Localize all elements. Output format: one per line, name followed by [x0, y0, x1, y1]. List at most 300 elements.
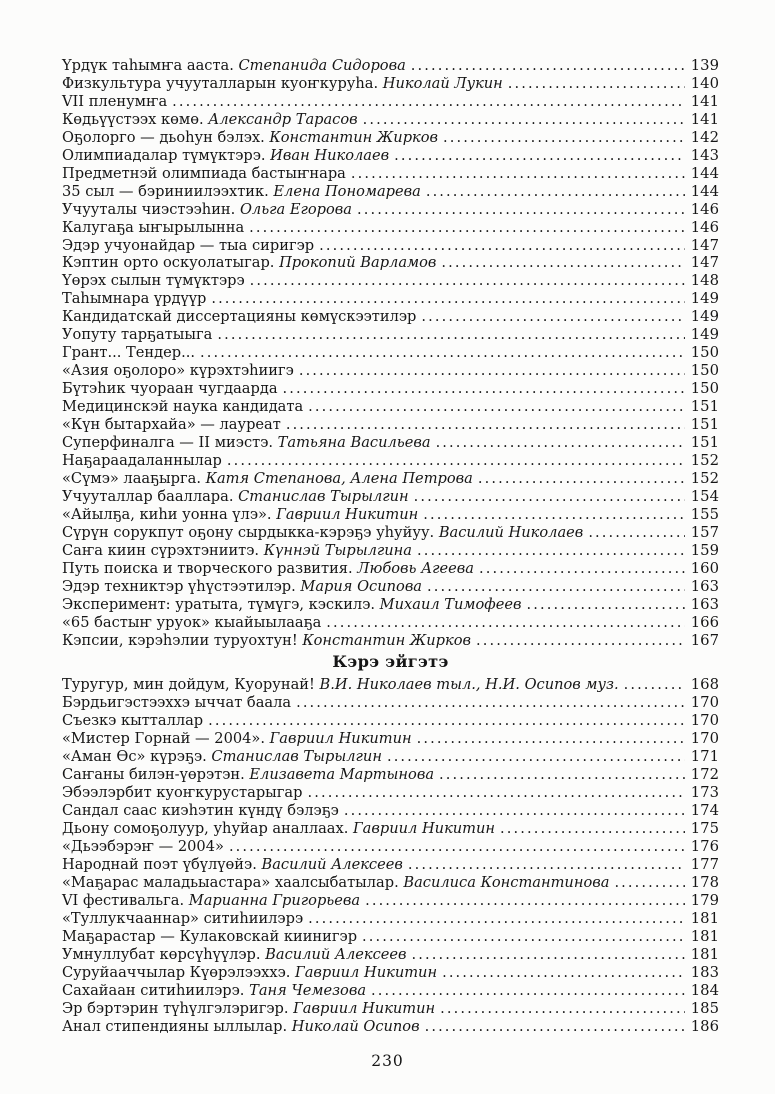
entry-author: Станислав Тырылгин — [233, 487, 409, 505]
dot-leader — [286, 416, 685, 434]
entry-text — [62, 254, 436, 272]
table-of-contents — [62, 57, 719, 1036]
entry-page-number: 181 — [690, 909, 719, 927]
entry-title: «Маҕарас маладьыастара» хаалсыбатылар. — [62, 873, 399, 891]
entry-text — [62, 856, 403, 874]
entry-author: Гавриил Никитин — [271, 505, 419, 523]
entry-author: Марианна Григорьева — [184, 891, 361, 909]
toc-section-1 — [62, 57, 719, 649]
entry-text — [62, 326, 212, 344]
entry-page-number: 184 — [690, 981, 719, 999]
toc-entry — [62, 614, 719, 632]
entry-author: Гавриил Никитин — [290, 963, 438, 981]
dot-leader — [308, 910, 685, 928]
entry-text — [62, 183, 421, 201]
entry-page-number: 163 — [690, 577, 719, 595]
entry-title: Суруйааччылар Күөрэлээххэ. — [62, 963, 291, 981]
dot-leader — [425, 1018, 685, 1036]
entry-text — [62, 147, 389, 165]
toc-entry — [62, 694, 719, 712]
toc-entry — [62, 1018, 719, 1036]
dot-leader — [308, 398, 685, 416]
entry-text — [62, 452, 222, 470]
entry-text — [62, 416, 281, 434]
dot-leader — [426, 183, 685, 201]
dot-leader — [394, 147, 685, 165]
entry-author: Любовь Агеева — [352, 559, 475, 577]
toc-entry — [62, 416, 719, 434]
toc-entry — [62, 434, 719, 452]
entry-title: 35 сыл — бэриниилээхтик. — [62, 182, 269, 200]
entry-page-number: 144 — [690, 164, 719, 182]
entry-author: Таня Чемезова — [244, 981, 367, 999]
entry-text — [62, 219, 244, 237]
entry-title: «Мистер Горнай — 2004». — [62, 730, 265, 748]
dot-leader — [614, 874, 684, 892]
toc-entry — [62, 632, 719, 650]
entry-author: Татьяна Васильева — [273, 434, 431, 452]
toc-entry — [62, 784, 719, 802]
toc-entry — [62, 506, 719, 524]
toc-entry — [62, 452, 719, 470]
entry-author: Гавриил Никитин — [265, 730, 412, 748]
entry-text — [62, 111, 358, 129]
toc-entry — [62, 201, 719, 219]
entry-author: Николай Осипов — [287, 1017, 420, 1035]
dot-leader — [229, 838, 685, 856]
entry-text — [62, 614, 321, 632]
entry-title: Учууталы чиэстээһин. — [62, 200, 236, 218]
entry-text — [62, 290, 206, 308]
entry-title: Сахайаан ситиһиилэрэ. — [62, 981, 245, 999]
dot-leader — [427, 578, 685, 596]
entry-title: Эдэр техниктэр үһүстээтилэр. — [62, 577, 296, 595]
entry-author: Прокопий Варламов — [274, 254, 437, 272]
entry-title: «Сүмэ» лааҕырга. — [62, 469, 202, 487]
entry-page-number: 179 — [690, 891, 719, 909]
entry-text — [62, 129, 438, 147]
entry-title: Эксперимент: уратыта, түмүгэ, кэскилэ. — [62, 595, 376, 613]
entry-title: Олимпиадалар түмүктэрэ. — [62, 146, 266, 164]
toc-entry — [62, 219, 719, 237]
entry-page-number: 150 — [690, 380, 719, 398]
entry-text — [62, 874, 609, 892]
dot-leader — [362, 928, 685, 946]
toc-entry — [62, 856, 719, 874]
entry-author: Станислав Тырылгин — [206, 748, 382, 766]
dot-leader — [412, 946, 685, 964]
entry-title: «Туллукчааннар» ситиһиилэрэ — [62, 909, 304, 927]
entry-text — [62, 470, 473, 488]
entry-title: Саҥаны билэн-үөрэтэн. — [62, 766, 245, 784]
entry-title: Физкультура учууталларын куоҥкуруһа. — [62, 74, 379, 92]
entry-title: Сүрүн сорукпут оҕону сырдыкка-кэрэҕэ уһуйуу. — [62, 523, 435, 541]
entry-page-number: 147 — [690, 254, 719, 272]
dot-leader — [250, 272, 685, 290]
entry-page-number: 140 — [690, 74, 719, 92]
toc-entry — [62, 560, 719, 578]
entry-title: Оҕолорго — дьоһун бэлэх. — [62, 128, 265, 146]
entry-text — [62, 434, 431, 452]
entry-text — [62, 982, 366, 1000]
entry-page-number: 152 — [690, 469, 719, 487]
entry-title: Туругур, мин дойдум, Куорунай! — [62, 676, 315, 694]
entry-page-number: 143 — [690, 146, 719, 164]
entry-page-number: 152 — [690, 451, 719, 469]
dot-leader — [411, 57, 685, 75]
dot-leader — [588, 524, 684, 542]
entry-title: VI фестивальга. — [62, 891, 185, 909]
toc-entry — [62, 982, 719, 1000]
entry-text — [62, 730, 412, 748]
dot-leader — [211, 290, 684, 308]
entry-author: Константин Жирков — [297, 631, 471, 649]
toc-entry — [62, 676, 719, 694]
dot-leader — [227, 452, 685, 470]
dot-leader — [439, 766, 685, 784]
entry-page-number: 176 — [690, 838, 719, 856]
entry-text — [62, 838, 224, 856]
entry-text — [62, 1000, 435, 1018]
toc-entry — [62, 964, 719, 982]
toc-entry — [62, 93, 719, 111]
toc-entry — [62, 308, 719, 326]
entry-text — [62, 344, 195, 362]
entry-page-number: 150 — [690, 362, 719, 380]
toc-entry — [62, 488, 719, 506]
toc-entry — [62, 748, 719, 766]
entry-author: Василий Алексеев — [260, 945, 407, 963]
entry-author: Михаил Тимофеев — [375, 595, 522, 613]
entry-text — [62, 75, 503, 93]
entry-title: Көдьүүстээх көмө. — [62, 110, 204, 128]
dot-leader — [365, 892, 685, 910]
toc-entry — [62, 129, 719, 147]
dot-leader — [326, 614, 684, 632]
entry-title: Үөрэх сылын түмүктэрэ — [62, 272, 245, 290]
entry-page-number: 149 — [690, 290, 719, 308]
entry-page-number: 150 — [690, 344, 719, 362]
entry-text — [62, 802, 339, 820]
entry-text — [62, 964, 437, 982]
page-footer — [0, 1051, 775, 1070]
dot-leader — [478, 470, 685, 488]
entry-text — [62, 694, 291, 712]
entry-text — [62, 380, 278, 398]
toc-entry — [62, 910, 719, 928]
dot-leader — [417, 542, 685, 560]
dot-leader — [408, 856, 685, 874]
entry-title: Наҕараадаланнылар — [62, 451, 222, 469]
entry-author: Ольга Егорова — [235, 200, 353, 218]
entry-title: Суперфиналга — II миэстэ. — [62, 434, 274, 452]
dot-leader — [500, 820, 685, 838]
toc-entry — [62, 874, 719, 892]
toc-entry — [62, 272, 719, 290]
entry-title: Кэпсии, кэрэһэлии туруохтун! — [62, 631, 298, 649]
entry-page-number: 151 — [690, 434, 719, 452]
entry-text — [62, 362, 294, 380]
entry-text — [62, 524, 583, 542]
entry-page-number: 178 — [690, 873, 719, 891]
entry-title: «Айылҕа, киһи уонна үлэ». — [62, 505, 272, 523]
dot-leader — [442, 964, 685, 982]
entry-title: Эр бэртэрин түһүлгэлэригэр. — [62, 999, 289, 1017]
entry-text — [62, 820, 495, 838]
entry-title: Үрдүк таһымҥа ааста. — [62, 57, 234, 74]
dot-leader — [479, 560, 685, 578]
entry-author: Елена Пономарева — [268, 182, 421, 200]
entry-page-number: 157 — [690, 523, 719, 541]
entry-author: Василий Николаев — [434, 523, 584, 541]
dot-leader — [172, 93, 685, 111]
toc-entry — [62, 542, 719, 560]
toc-entry — [62, 326, 719, 344]
entry-text — [62, 910, 303, 928]
entry-author: Василиса Константинова — [398, 873, 610, 891]
entry-title: «65 бастыҥ уруок» кыайыылааҕа — [62, 613, 322, 631]
entry-page-number: 149 — [690, 326, 719, 344]
dot-leader — [296, 694, 685, 712]
entry-page-number: 146 — [690, 218, 719, 236]
dot-leader — [440, 1000, 685, 1018]
entry-title: Дьону сомоҕолуур, уһуйар аналлаах. — [62, 820, 349, 838]
entry-text — [62, 596, 521, 614]
entry-page-number: 186 — [690, 1017, 719, 1035]
toc-entry — [62, 712, 719, 730]
entry-author: Елизавета Мартынова — [244, 766, 435, 784]
dot-leader — [508, 75, 685, 93]
entry-author: Василий Алексеев — [256, 855, 403, 873]
entry-title: «Дьээбэрэҥ — 2004» — [62, 838, 224, 856]
dot-leader — [200, 344, 685, 362]
entry-page-number: 166 — [690, 613, 719, 631]
entry-title: «Аман Өс» күрэҕэ. — [62, 748, 207, 766]
entry-text — [62, 712, 203, 730]
dot-leader — [476, 632, 685, 650]
entry-author: Катя Степанова, Алена Петрова — [201, 469, 473, 487]
entry-author: В.И. Николаев тыл., Н.И. Осипов муз. — [314, 676, 619, 694]
entry-page-number: 183 — [690, 963, 719, 981]
entry-text — [62, 748, 382, 766]
entry-text — [62, 892, 360, 910]
entry-author: Николай Лукин — [378, 74, 503, 92]
entry-page-number: 172 — [690, 766, 719, 784]
toc-entry — [62, 928, 719, 946]
dot-leader — [208, 712, 685, 730]
entry-title: Эбээлэрбит куоҥкурустарыгар — [62, 784, 303, 802]
dot-leader — [249, 219, 685, 237]
dot-leader — [357, 201, 685, 219]
entry-page-number: 144 — [690, 182, 719, 200]
toc-entry — [62, 147, 719, 165]
entry-text — [62, 542, 412, 560]
toc-entry — [62, 730, 719, 748]
entry-page-number: 175 — [690, 820, 719, 838]
entry-page-number: 160 — [690, 559, 719, 577]
dot-leader — [421, 308, 684, 326]
entry-title: Кэптин орто оскуолатыгар. — [62, 254, 275, 272]
toc-entry — [62, 524, 719, 542]
entry-title: Уопуту тарҕатыыга — [62, 326, 213, 344]
entry-page-number: 142 — [690, 128, 719, 146]
dot-leader — [417, 730, 685, 748]
entry-page-number: 181 — [690, 927, 719, 945]
dot-leader — [414, 488, 685, 506]
entry-page-number: 173 — [690, 784, 719, 802]
toc-entry — [62, 165, 719, 183]
dot-leader — [441, 254, 684, 272]
entry-text — [62, 632, 471, 650]
dot-leader — [351, 165, 685, 183]
entry-title: Маҕарастар — Кулаковскай киинигэр — [62, 927, 358, 945]
entry-title: Учууталлар бааллара. — [62, 487, 234, 505]
entry-title: Саҥа киин сүрэхтэниитэ. — [62, 541, 260, 559]
entry-page-number: 151 — [690, 398, 719, 416]
entry-author: Мария Осипова — [295, 577, 423, 595]
toc-entry — [62, 820, 719, 838]
entry-text — [62, 676, 619, 694]
toc-entry — [62, 183, 719, 201]
toc-entry — [62, 1000, 719, 1018]
dot-leader — [363, 111, 685, 129]
toc-entry — [62, 237, 719, 255]
entry-title: «Күн бытархайа» — лауреат — [62, 416, 281, 434]
entry-text — [62, 398, 303, 416]
entry-page-number: 141 — [690, 92, 719, 110]
entry-page-number: 168 — [690, 676, 719, 694]
toc-entry — [62, 766, 719, 784]
dot-leader — [371, 982, 685, 1000]
entry-author: Александр Тарасов — [203, 110, 358, 128]
dot-leader — [436, 434, 685, 452]
toc-entry — [62, 470, 719, 488]
entry-page-number: 146 — [690, 200, 719, 218]
entry-title: Предметнэй олимпиада бастыҥнара — [62, 164, 346, 182]
toc-entry — [62, 946, 719, 964]
entry-author: Гавриил Никитин — [348, 820, 496, 838]
entry-title: Медицинскэй наука кандидата — [62, 398, 304, 416]
entry-page-number: 159 — [690, 541, 719, 559]
entry-page-number: 170 — [690, 712, 719, 730]
entry-author: Күннэй Тырылгина — [259, 541, 412, 559]
entry-text — [62, 237, 314, 255]
entry-text — [62, 488, 409, 506]
entry-page-number: 170 — [690, 694, 719, 712]
entry-text — [62, 57, 406, 75]
entry-page-number: 147 — [690, 236, 719, 254]
entry-text — [62, 272, 245, 290]
toc-entry — [62, 380, 719, 398]
entry-title: VII пленумҥа — [62, 92, 168, 110]
toc-entry — [62, 111, 719, 129]
entry-page-number: 171 — [690, 748, 719, 766]
toc-entry — [62, 596, 719, 614]
entry-page-number: 163 — [690, 595, 719, 613]
entry-page-number: 181 — [690, 945, 719, 963]
entry-text — [62, 578, 422, 596]
dot-leader — [387, 748, 685, 766]
entry-page-number: 154 — [690, 487, 719, 505]
entry-title: Кандидатскай диссертацияны көмүскээтилэр — [62, 308, 417, 326]
entry-page-number: 148 — [690, 272, 719, 290]
toc-entry — [62, 578, 719, 596]
entry-title: Бүтэһик чуораан чугдаарда — [62, 380, 278, 398]
entry-page-number: 155 — [690, 505, 719, 523]
dot-leader — [344, 802, 685, 820]
toc-entry — [62, 254, 719, 272]
entry-page-number: 139 — [690, 57, 719, 74]
entry-text — [62, 766, 434, 784]
toc-entry — [62, 57, 719, 75]
dot-leader — [526, 596, 684, 614]
entry-page-number: 185 — [690, 999, 719, 1017]
toc-entry — [62, 75, 719, 93]
entry-title: Умнуллубат көрсүһүүлэр. — [62, 945, 261, 963]
toc-entry — [62, 362, 719, 380]
dot-leader — [283, 380, 685, 398]
entry-title: Народнай поэт үбүлүөйэ. — [62, 855, 257, 873]
dot-leader — [319, 237, 685, 255]
dot-leader — [443, 129, 685, 147]
dot-leader — [624, 676, 685, 694]
page-number: 230 — [371, 1052, 404, 1070]
entry-text — [62, 946, 407, 964]
entry-title: Эдэр учуонайдар — тыа сиригэр — [62, 236, 315, 254]
entry-title: Съезкэ кытталлар — [62, 712, 204, 730]
entry-text — [62, 93, 167, 111]
entry-author: Иван Николаев — [265, 146, 390, 164]
entry-text — [62, 928, 357, 946]
entry-text — [62, 165, 346, 183]
entry-title: Грант... Тендер... — [62, 344, 196, 362]
entry-text — [62, 784, 302, 802]
entry-text — [62, 560, 474, 578]
entry-author: Константин Жирков — [264, 128, 439, 146]
entry-page-number: 141 — [690, 110, 719, 128]
entry-page-number: 151 — [690, 416, 719, 434]
toc-entry — [62, 344, 719, 362]
entry-title: «Азия оҕолоро» күрэхтэһиигэ — [62, 362, 294, 380]
dot-leader — [307, 784, 684, 802]
entry-title: Калугаҕа ыҥырылынна — [62, 218, 245, 236]
toc-entry — [62, 838, 719, 856]
entry-page-number: 167 — [690, 631, 719, 649]
toc-entry — [62, 290, 719, 308]
entry-title: Путь поиска и творческого развития. — [62, 559, 353, 577]
entry-author: Степанида Сидорова — [233, 57, 406, 74]
dot-leader — [423, 506, 685, 524]
entry-page-number: 174 — [690, 802, 719, 820]
entry-title: Анал стипендияны ыллылар. — [62, 1017, 288, 1035]
entry-title: Сандал саас киэһэтин күндү бэлэҕэ — [62, 802, 339, 820]
dot-leader — [299, 362, 685, 380]
toc-entry — [62, 802, 719, 820]
toc-section-2 — [62, 676, 719, 1035]
toc-entry — [62, 398, 719, 416]
entry-page-number: 149 — [690, 308, 719, 326]
entry-page-number: 177 — [690, 855, 719, 873]
entry-text — [62, 308, 416, 326]
entry-text — [62, 506, 418, 524]
entry-title: Таһымнара үрдүүр — [62, 290, 207, 308]
entry-text — [62, 1018, 420, 1036]
entry-page-number: 170 — [690, 730, 719, 748]
entry-text — [62, 201, 352, 219]
toc-entry — [62, 892, 719, 910]
dot-leader — [217, 326, 684, 344]
section-heading: Кэрэ эйгэтэ — [332, 652, 449, 672]
